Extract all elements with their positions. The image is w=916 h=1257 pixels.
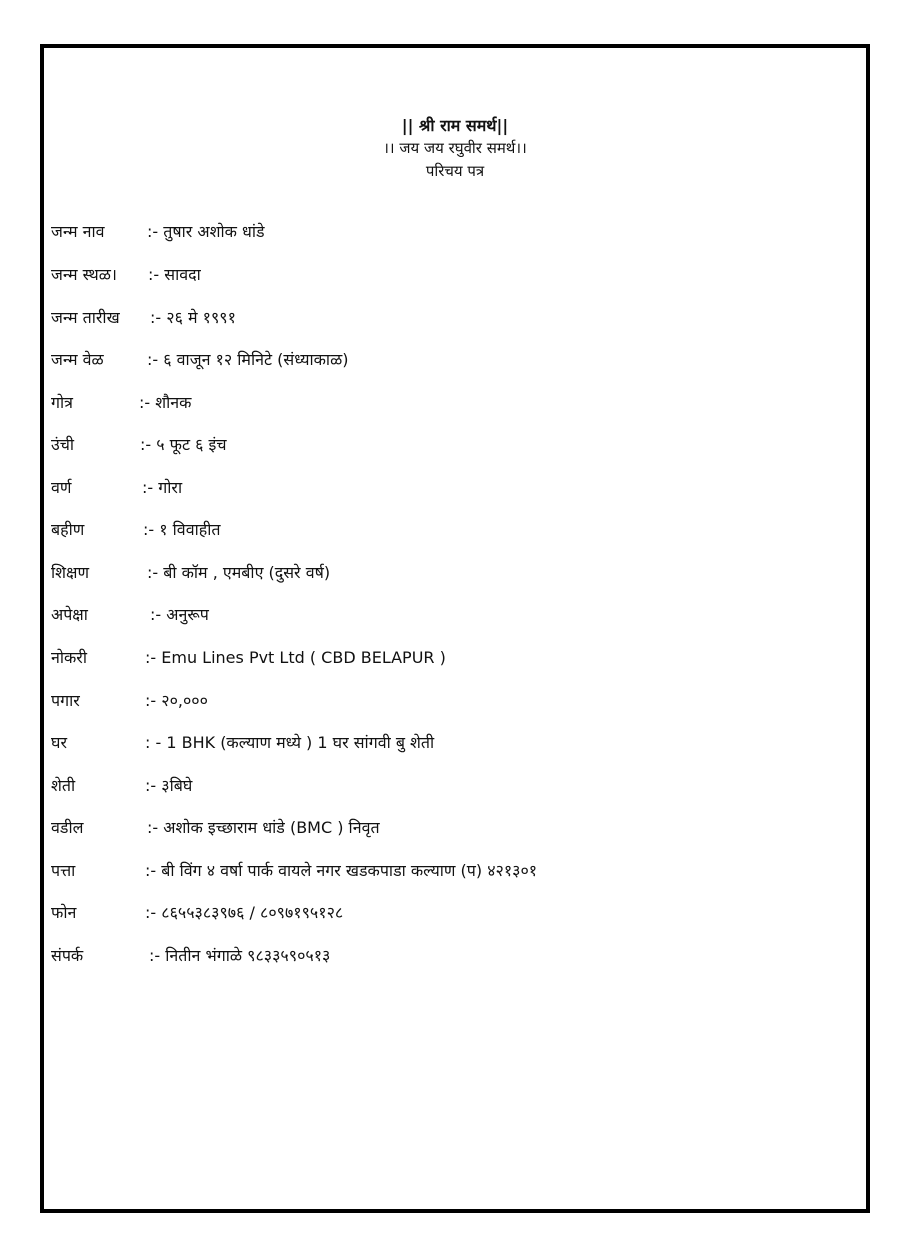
field-label: वडील (51, 818, 84, 837)
field-value: :- २०,००० (145, 691, 208, 710)
field-label: जन्म नाव (51, 222, 105, 241)
field-value: :- Emu Lines Pvt Ltd ( CBD BELAPUR ) (145, 648, 446, 667)
field-label: गोत्र (51, 393, 73, 412)
field-label: वर्ण (51, 478, 72, 497)
field-value: :- ३बिघे (145, 776, 193, 795)
field-value: :- ६ वाजून १२ मिनिटे (संध्याकाळ) (147, 350, 349, 369)
blessing-line: ।। जय जय रघुवीर समर्थ।। (383, 139, 527, 157)
field-value: :- २६ मे १९९१ (150, 308, 236, 327)
field-label: अपेक्षा (51, 605, 88, 624)
field-value: :- गोरा (142, 478, 183, 497)
field-label: जन्म तारीख (51, 308, 120, 327)
field-label: जन्म वेळ (51, 350, 104, 369)
field-value: :- अशोक इच्छाराम धांडे (BMC ) निवृत (147, 818, 380, 837)
field-value: :- ८६५५३८३९७६ / ८०९७१९५१२८ (145, 903, 344, 922)
field-value: :- तुषार अशोक धांडे (147, 222, 265, 241)
field-value: :- नितीन भंगाळे ९८३३५९०५१३ (149, 946, 331, 965)
invocation-line: || श्री राम समर्थ|| (401, 116, 509, 135)
document-header (40, 114, 870, 183)
field-value: :- १ विवाहीत (143, 520, 221, 539)
field-label: फोन (51, 903, 77, 922)
field-value: : - 1 BHK (कल्याण मध्ये ) 1 घर सांगवी बु शेती (145, 733, 435, 752)
field-label: नोकरी (51, 648, 88, 667)
field-label: संपर्क (51, 946, 84, 965)
field-label: शेती (51, 776, 76, 795)
field-label: जन्म स्थळ। (51, 265, 117, 284)
document-title: परिचय पत्र (425, 162, 485, 180)
field-value: :- बी कॉम , एमबीए (दुसरे वर्ष) (147, 563, 331, 582)
field-label: बहीण (51, 520, 85, 539)
field-label: पत्ता (51, 861, 76, 880)
field-label: उंची (51, 435, 75, 454)
field-label: पगार (51, 691, 80, 710)
field-value: :- सावदा (148, 265, 201, 284)
field-value: :- बी विंग ४ वर्षा पार्क वायले नगर खडकपाडा कल्याण (प) ४२१३०१ (145, 861, 538, 880)
field-value: :- शौनक (139, 393, 192, 412)
field-label: घर (51, 733, 68, 752)
field-label: शिक्षण (51, 563, 90, 582)
field-value: :- ५ फूट ६ इंच (140, 435, 227, 454)
field-value: :- अनुरूप (150, 605, 209, 624)
